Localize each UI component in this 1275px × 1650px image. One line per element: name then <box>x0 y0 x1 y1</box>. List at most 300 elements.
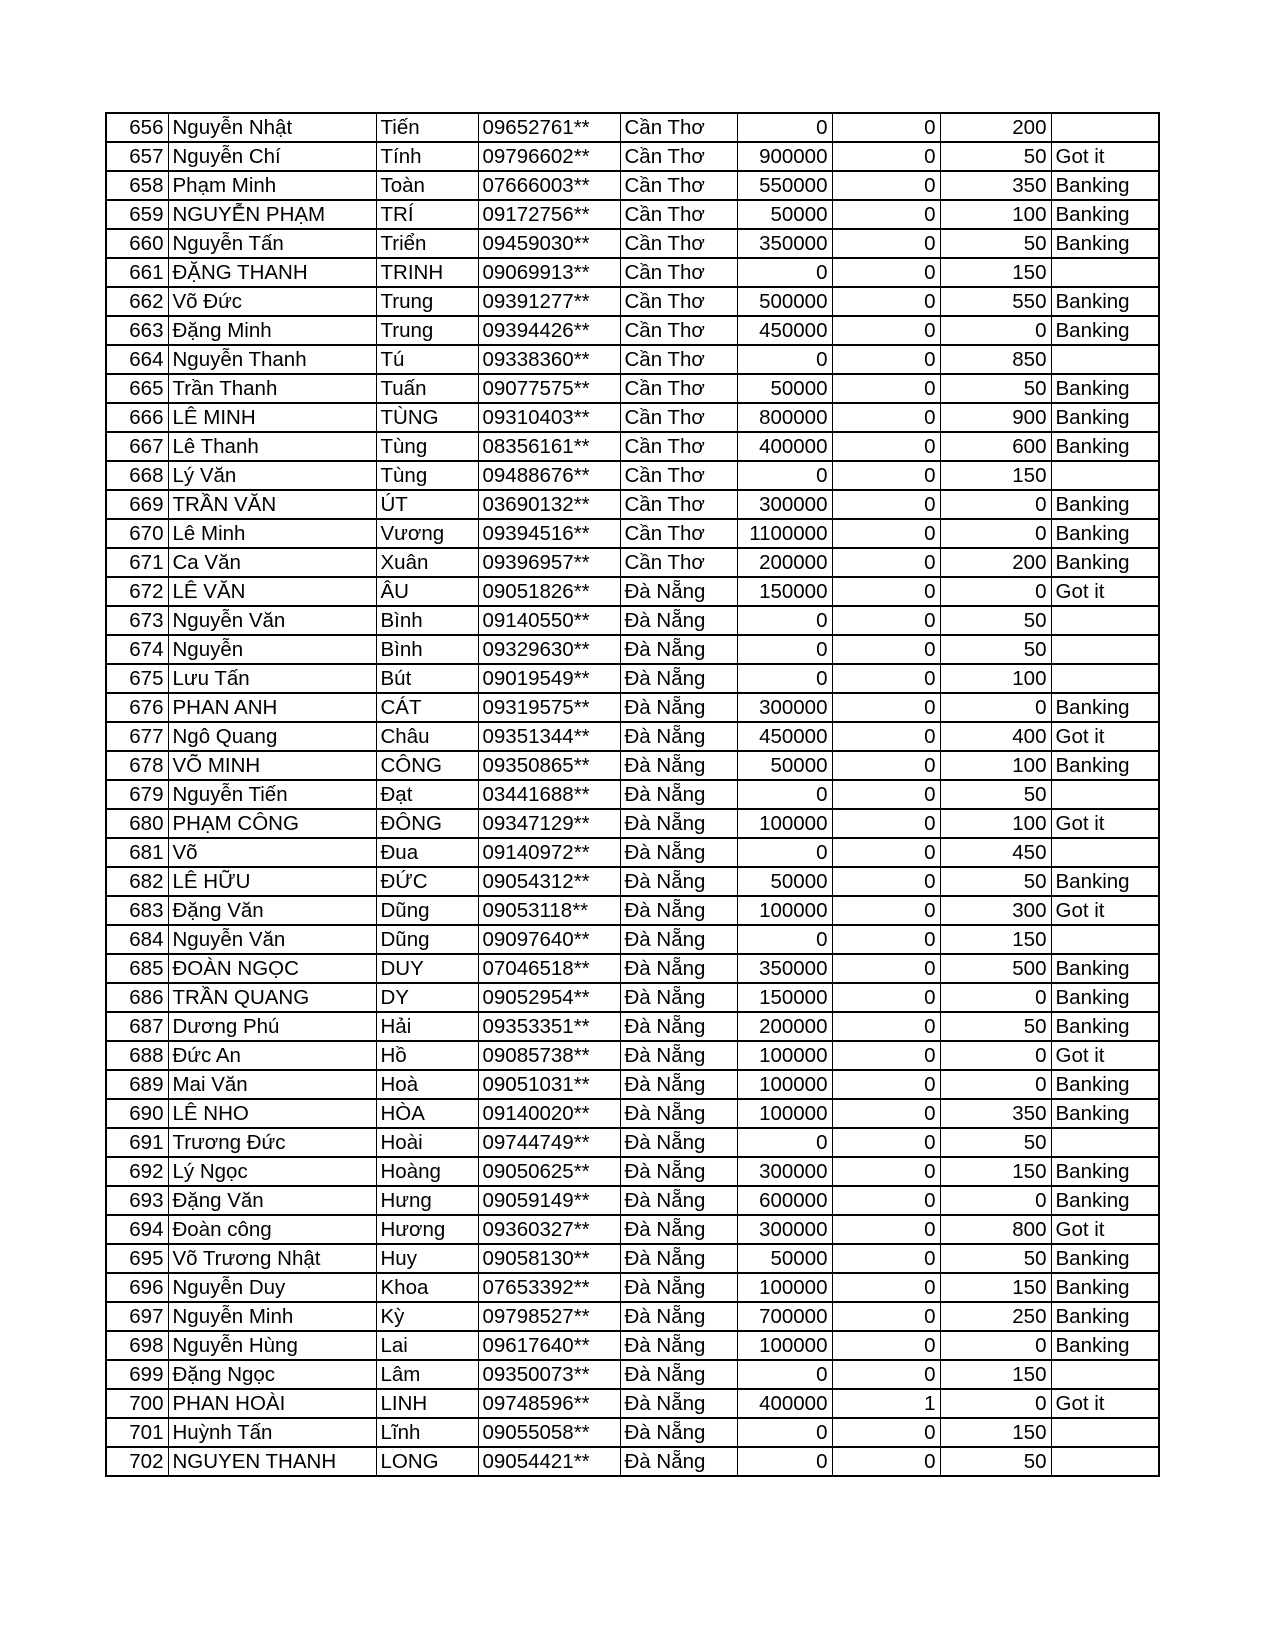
table-row <box>106 1041 1159 1070</box>
last-name-cell: Nguyễn Hùng <box>168 1331 376 1360</box>
city-cell: Đà Nẵng <box>620 1389 737 1418</box>
city-cell: Đà Nẵng <box>620 722 737 751</box>
last-name-cell: Ngô Quang <box>168 722 376 751</box>
last-name-cell: Nguyễn Nhật <box>168 113 376 142</box>
row-number-cell: 680 <box>106 809 168 838</box>
city-cell: Cần Thơ <box>620 113 737 142</box>
first-name-cell: Đua <box>376 838 478 867</box>
row-number-cell: 690 <box>106 1099 168 1128</box>
first-name-cell: Lĩnh <box>376 1418 478 1447</box>
table-row <box>106 635 1159 664</box>
payment-method-cell: Banking <box>1051 229 1159 258</box>
count-cell: 0 <box>832 1447 940 1476</box>
table-row <box>106 1447 1159 1476</box>
payment-method-cell: Banking <box>1051 1099 1159 1128</box>
phone-cell: 09051826** <box>478 577 620 606</box>
last-name-cell: Nguyễn Thanh <box>168 345 376 374</box>
amount-cell: 100000 <box>737 1331 832 1360</box>
table-row <box>106 113 1159 142</box>
first-name-cell: Trung <box>376 287 478 316</box>
row-number-cell: 667 <box>106 432 168 461</box>
amount-cell: 0 <box>737 1360 832 1389</box>
payment-method-cell <box>1051 925 1159 954</box>
count-cell: 0 <box>832 983 940 1012</box>
phone-cell: 09058130** <box>478 1244 620 1273</box>
payment-method-cell <box>1051 606 1159 635</box>
amount-cell: 450000 <box>737 316 832 345</box>
city-cell: Đà Nẵng <box>620 780 737 809</box>
count-cell: 0 <box>832 548 940 577</box>
last-name-cell: Huỳnh Tấn <box>168 1418 376 1447</box>
city-cell: Đà Nẵng <box>620 1244 737 1273</box>
first-name-cell: Bình <box>376 606 478 635</box>
city-cell: Đà Nẵng <box>620 1215 737 1244</box>
table-row <box>106 809 1159 838</box>
row-number-cell: 656 <box>106 113 168 142</box>
phone-cell: 09055058** <box>478 1418 620 1447</box>
city-cell: Đà Nẵng <box>620 983 737 1012</box>
table-row <box>106 751 1159 780</box>
table-row <box>106 1389 1159 1418</box>
city-cell: Đà Nẵng <box>620 1157 737 1186</box>
table-row <box>106 1331 1159 1360</box>
first-name-cell: DUY <box>376 954 478 983</box>
city-cell: Cần Thơ <box>620 374 737 403</box>
payment-method-cell: Banking <box>1051 1244 1159 1273</box>
payment-method-cell <box>1051 635 1159 664</box>
count-cell: 0 <box>832 1273 940 1302</box>
city-cell: Đà Nẵng <box>620 1012 737 1041</box>
row-number-cell: 679 <box>106 780 168 809</box>
first-name-cell: Khoa <box>376 1273 478 1302</box>
last-name-cell: Lý Văn <box>168 461 376 490</box>
city-cell: Đà Nẵng <box>620 867 737 896</box>
table-row <box>106 142 1159 171</box>
payment-method-cell: Banking <box>1051 1070 1159 1099</box>
amount-cell: 50000 <box>737 374 832 403</box>
payment-method-cell <box>1051 1447 1159 1476</box>
row-number-cell: 700 <box>106 1389 168 1418</box>
payment-method-cell <box>1051 345 1159 374</box>
first-name-cell: CÔNG <box>376 751 478 780</box>
row-number-cell: 658 <box>106 171 168 200</box>
points-cell: 0 <box>940 983 1051 1012</box>
table-row <box>106 867 1159 896</box>
count-cell: 0 <box>832 1099 940 1128</box>
last-name-cell: Đặng Minh <box>168 316 376 345</box>
points-cell: 150 <box>940 925 1051 954</box>
payment-method-cell <box>1051 1418 1159 1447</box>
row-number-cell: 687 <box>106 1012 168 1041</box>
last-name-cell: Mai Văn <box>168 1070 376 1099</box>
count-cell: 0 <box>832 258 940 287</box>
phone-cell: 09319575** <box>478 693 620 722</box>
count-cell: 0 <box>832 896 940 925</box>
phone-cell: 09054421** <box>478 1447 620 1476</box>
amount-cell: 0 <box>737 258 832 287</box>
table-row <box>106 461 1159 490</box>
phone-cell: 09617640** <box>478 1331 620 1360</box>
last-name-cell: PHAN ANH <box>168 693 376 722</box>
last-name-cell: Võ <box>168 838 376 867</box>
last-name-cell: Lý Ngọc <box>168 1157 376 1186</box>
last-name-cell: Nguyễn <box>168 635 376 664</box>
table-row <box>106 1012 1159 1041</box>
phone-cell: 09077575** <box>478 374 620 403</box>
first-name-cell: Kỳ <box>376 1302 478 1331</box>
first-name-cell: Hưng <box>376 1186 478 1215</box>
row-number-cell: 689 <box>106 1070 168 1099</box>
phone-cell: 09140972** <box>478 838 620 867</box>
last-name-cell: Võ Đức <box>168 287 376 316</box>
phone-cell: 09054312** <box>478 867 620 896</box>
count-cell: 0 <box>832 113 940 142</box>
row-number-cell: 663 <box>106 316 168 345</box>
city-cell: Đà Nẵng <box>620 1331 737 1360</box>
phone-cell: 09329630** <box>478 635 620 664</box>
phone-cell: 09744749** <box>478 1128 620 1157</box>
phone-cell: 09059149** <box>478 1186 620 1215</box>
table-row <box>106 896 1159 925</box>
amount-cell: 0 <box>737 664 832 693</box>
city-cell: Đà Nẵng <box>620 751 737 780</box>
city-cell: Đà Nẵng <box>620 1302 737 1331</box>
points-cell: 50 <box>940 1012 1051 1041</box>
city-cell: Cần Thơ <box>620 490 737 519</box>
table-row <box>106 1244 1159 1273</box>
table-row <box>106 954 1159 983</box>
payment-method-cell: Got it <box>1051 896 1159 925</box>
first-name-cell: CÁT <box>376 693 478 722</box>
amount-cell: 500000 <box>737 287 832 316</box>
points-cell: 50 <box>940 780 1051 809</box>
first-name-cell: Hoàng <box>376 1157 478 1186</box>
last-name-cell: Dương Phú <box>168 1012 376 1041</box>
amount-cell: 800000 <box>737 403 832 432</box>
count-cell: 0 <box>832 1418 940 1447</box>
phone-cell: 09050625** <box>478 1157 620 1186</box>
first-name-cell: Lai <box>376 1331 478 1360</box>
payment-method-cell: Got it <box>1051 1041 1159 1070</box>
first-name-cell: Châu <box>376 722 478 751</box>
city-cell: Cần Thơ <box>620 345 737 374</box>
row-number-cell: 657 <box>106 142 168 171</box>
row-number-cell: 684 <box>106 925 168 954</box>
count-cell: 1 <box>832 1389 940 1418</box>
last-name-cell: Nguyễn Chí <box>168 142 376 171</box>
city-cell: Đà Nẵng <box>620 577 737 606</box>
amount-cell: 100000 <box>737 1070 832 1099</box>
points-cell: 100 <box>940 664 1051 693</box>
table-row <box>106 722 1159 751</box>
points-cell: 800 <box>940 1215 1051 1244</box>
row-number-cell: 677 <box>106 722 168 751</box>
first-name-cell: Tùng <box>376 432 478 461</box>
count-cell: 0 <box>832 954 940 983</box>
phone-cell: 09360327** <box>478 1215 620 1244</box>
points-cell: 200 <box>940 113 1051 142</box>
points-cell: 0 <box>940 519 1051 548</box>
row-number-cell: 691 <box>106 1128 168 1157</box>
points-cell: 350 <box>940 1099 1051 1128</box>
last-name-cell: Đoàn công <box>168 1215 376 1244</box>
first-name-cell: Huy <box>376 1244 478 1273</box>
city-cell: Cần Thơ <box>620 258 737 287</box>
points-cell: 50 <box>940 635 1051 664</box>
payment-method-cell: Banking <box>1051 432 1159 461</box>
payment-method-cell: Got it <box>1051 722 1159 751</box>
payment-method-cell: Got it <box>1051 1215 1159 1244</box>
phone-cell: 09350073** <box>478 1360 620 1389</box>
points-cell: 0 <box>940 693 1051 722</box>
phone-cell: 09069913** <box>478 258 620 287</box>
points-cell: 100 <box>940 751 1051 780</box>
first-name-cell: HÒA <box>376 1099 478 1128</box>
last-name-cell: Nguyễn Tấn <box>168 229 376 258</box>
table-row <box>106 171 1159 200</box>
points-cell: 200 <box>940 548 1051 577</box>
count-cell: 0 <box>832 519 940 548</box>
row-number-cell: 672 <box>106 577 168 606</box>
points-cell: 0 <box>940 1331 1051 1360</box>
count-cell: 0 <box>832 1070 940 1099</box>
amount-cell: 0 <box>737 1418 832 1447</box>
points-cell: 450 <box>940 838 1051 867</box>
count-cell: 0 <box>832 287 940 316</box>
last-name-cell: LÊ HỮU <box>168 867 376 896</box>
count-cell: 0 <box>832 693 940 722</box>
amount-cell: 0 <box>737 461 832 490</box>
last-name-cell: Trần Thanh <box>168 374 376 403</box>
first-name-cell: Vương <box>376 519 478 548</box>
last-name-cell: Nguyễn Tiến <box>168 780 376 809</box>
count-cell: 0 <box>832 1215 940 1244</box>
city-cell: Cần Thơ <box>620 403 737 432</box>
first-name-cell: ÚT <box>376 490 478 519</box>
table-row <box>106 1273 1159 1302</box>
payment-method-cell <box>1051 1360 1159 1389</box>
last-name-cell: VÕ MINH <box>168 751 376 780</box>
payment-method-cell: Banking <box>1051 1331 1159 1360</box>
city-cell: Đà Nẵng <box>620 925 737 954</box>
first-name-cell: Trung <box>376 316 478 345</box>
table-row <box>106 1215 1159 1244</box>
city-cell: Đà Nẵng <box>620 1273 737 1302</box>
city-cell: Đà Nẵng <box>620 1360 737 1389</box>
row-number-cell: 696 <box>106 1273 168 1302</box>
amount-cell: 0 <box>737 606 832 635</box>
row-number-cell: 683 <box>106 896 168 925</box>
last-name-cell: Võ Trương Nhật <box>168 1244 376 1273</box>
points-cell: 600 <box>940 432 1051 461</box>
amount-cell: 50000 <box>737 1244 832 1273</box>
table-row <box>106 1302 1159 1331</box>
last-name-cell: Đặng Văn <box>168 1186 376 1215</box>
last-name-cell: PHẠM CÔNG <box>168 809 376 838</box>
amount-cell: 350000 <box>737 954 832 983</box>
last-name-cell: NGUYEN THANH <box>168 1447 376 1476</box>
amount-cell: 300000 <box>737 1157 832 1186</box>
table-row <box>106 200 1159 229</box>
first-name-cell: ÂU <box>376 577 478 606</box>
points-cell: 50 <box>940 1244 1051 1273</box>
points-cell: 0 <box>940 1041 1051 1070</box>
points-cell: 50 <box>940 374 1051 403</box>
points-cell: 850 <box>940 345 1051 374</box>
amount-cell: 1100000 <box>737 519 832 548</box>
points-cell: 350 <box>940 171 1051 200</box>
city-cell: Đà Nẵng <box>620 809 737 838</box>
amount-cell: 150000 <box>737 577 832 606</box>
count-cell: 0 <box>832 1012 940 1041</box>
amount-cell: 900000 <box>737 142 832 171</box>
row-number-cell: 695 <box>106 1244 168 1273</box>
payment-method-cell: Banking <box>1051 1186 1159 1215</box>
count-cell: 0 <box>832 200 940 229</box>
count-cell: 0 <box>832 432 940 461</box>
count-cell: 0 <box>832 1128 940 1157</box>
data-table <box>105 112 1160 1477</box>
table-row <box>106 780 1159 809</box>
first-name-cell: TRINH <box>376 258 478 287</box>
amount-cell: 100000 <box>737 1041 832 1070</box>
count-cell: 0 <box>832 867 940 896</box>
payment-method-cell: Banking <box>1051 867 1159 896</box>
phone-cell: 09459030** <box>478 229 620 258</box>
count-cell: 0 <box>832 1186 940 1215</box>
phone-cell: 09338360** <box>478 345 620 374</box>
points-cell: 100 <box>940 809 1051 838</box>
last-name-cell: Trương Đức <box>168 1128 376 1157</box>
first-name-cell: ĐÔNG <box>376 809 478 838</box>
first-name-cell: Hoà <box>376 1070 478 1099</box>
city-cell: Cần Thơ <box>620 519 737 548</box>
points-cell: 0 <box>940 577 1051 606</box>
amount-cell: 600000 <box>737 1186 832 1215</box>
payment-method-cell: Banking <box>1051 200 1159 229</box>
first-name-cell: Bút <box>376 664 478 693</box>
payment-method-cell: Banking <box>1051 751 1159 780</box>
payment-method-cell: Banking <box>1051 1012 1159 1041</box>
amount-cell: 0 <box>737 1128 832 1157</box>
payment-method-cell: Banking <box>1051 693 1159 722</box>
first-name-cell: DY <box>376 983 478 1012</box>
city-cell: Cần Thơ <box>620 229 737 258</box>
count-cell: 0 <box>832 751 940 780</box>
points-cell: 50 <box>940 606 1051 635</box>
phone-cell: 09140550** <box>478 606 620 635</box>
points-cell: 400 <box>940 722 1051 751</box>
payment-method-cell: Banking <box>1051 403 1159 432</box>
row-number-cell: 668 <box>106 461 168 490</box>
phone-cell: 07666003** <box>478 171 620 200</box>
row-number-cell: 666 <box>106 403 168 432</box>
table-row <box>106 1418 1159 1447</box>
row-number-cell: 671 <box>106 548 168 577</box>
city-cell: Đà Nẵng <box>620 1186 737 1215</box>
points-cell: 900 <box>940 403 1051 432</box>
city-cell: Cần Thơ <box>620 142 737 171</box>
city-cell: Đà Nẵng <box>620 1128 737 1157</box>
first-name-cell: Hương <box>376 1215 478 1244</box>
first-name-cell: Tính <box>376 142 478 171</box>
payment-method-cell <box>1051 664 1159 693</box>
count-cell: 0 <box>832 664 940 693</box>
amount-cell: 550000 <box>737 171 832 200</box>
phone-cell: 09391277** <box>478 287 620 316</box>
count-cell: 0 <box>832 1302 940 1331</box>
points-cell: 150 <box>940 1157 1051 1186</box>
payment-method-cell: Banking <box>1051 1273 1159 1302</box>
phone-cell: 09052954** <box>478 983 620 1012</box>
phone-cell: 09350865** <box>478 751 620 780</box>
last-name-cell: Nguyễn Văn <box>168 925 376 954</box>
first-name-cell: Lâm <box>376 1360 478 1389</box>
last-name-cell: Đức An <box>168 1041 376 1070</box>
count-cell: 0 <box>832 1041 940 1070</box>
phone-cell: 07046518** <box>478 954 620 983</box>
table-row <box>106 577 1159 606</box>
amount-cell: 100000 <box>737 896 832 925</box>
first-name-cell: Tuấn <box>376 374 478 403</box>
first-name-cell: Toàn <box>376 171 478 200</box>
phone-cell: 09351344** <box>478 722 620 751</box>
city-cell: Đà Nẵng <box>620 693 737 722</box>
count-cell: 0 <box>832 403 940 432</box>
table-row <box>106 403 1159 432</box>
row-number-cell: 685 <box>106 954 168 983</box>
first-name-cell: LONG <box>376 1447 478 1476</box>
points-cell: 150 <box>940 1273 1051 1302</box>
first-name-cell: Hoài <box>376 1128 478 1157</box>
amount-cell: 200000 <box>737 548 832 577</box>
amount-cell: 150000 <box>737 983 832 1012</box>
points-cell: 550 <box>940 287 1051 316</box>
amount-cell: 450000 <box>737 722 832 751</box>
last-name-cell: LÊ VĂN <box>168 577 376 606</box>
city-cell: Cần Thơ <box>620 548 737 577</box>
table-row <box>106 983 1159 1012</box>
payment-method-cell: Banking <box>1051 374 1159 403</box>
row-number-cell: 682 <box>106 867 168 896</box>
points-cell: 250 <box>940 1302 1051 1331</box>
table-row <box>106 838 1159 867</box>
row-number-cell: 675 <box>106 664 168 693</box>
count-cell: 0 <box>832 635 940 664</box>
points-cell: 150 <box>940 1360 1051 1389</box>
amount-cell: 50000 <box>737 751 832 780</box>
table-row <box>106 1070 1159 1099</box>
amount-cell: 400000 <box>737 432 832 461</box>
points-cell: 50 <box>940 229 1051 258</box>
table-row <box>106 925 1159 954</box>
payment-method-cell: Banking <box>1051 171 1159 200</box>
points-cell: 0 <box>940 1389 1051 1418</box>
table-row <box>106 316 1159 345</box>
count-cell: 0 <box>832 1331 940 1360</box>
city-cell: Đà Nẵng <box>620 1099 737 1128</box>
phone-cell: 03441688** <box>478 780 620 809</box>
count-cell: 0 <box>832 1360 940 1389</box>
row-number-cell: 673 <box>106 606 168 635</box>
city-cell: Đà Nẵng <box>620 1041 737 1070</box>
last-name-cell: LÊ NHO <box>168 1099 376 1128</box>
city-cell: Cần Thơ <box>620 171 737 200</box>
count-cell: 0 <box>832 722 940 751</box>
last-name-cell: ĐOÀN NGỌC <box>168 954 376 983</box>
first-name-cell: ĐỨC <box>376 867 478 896</box>
row-number-cell: 664 <box>106 345 168 374</box>
